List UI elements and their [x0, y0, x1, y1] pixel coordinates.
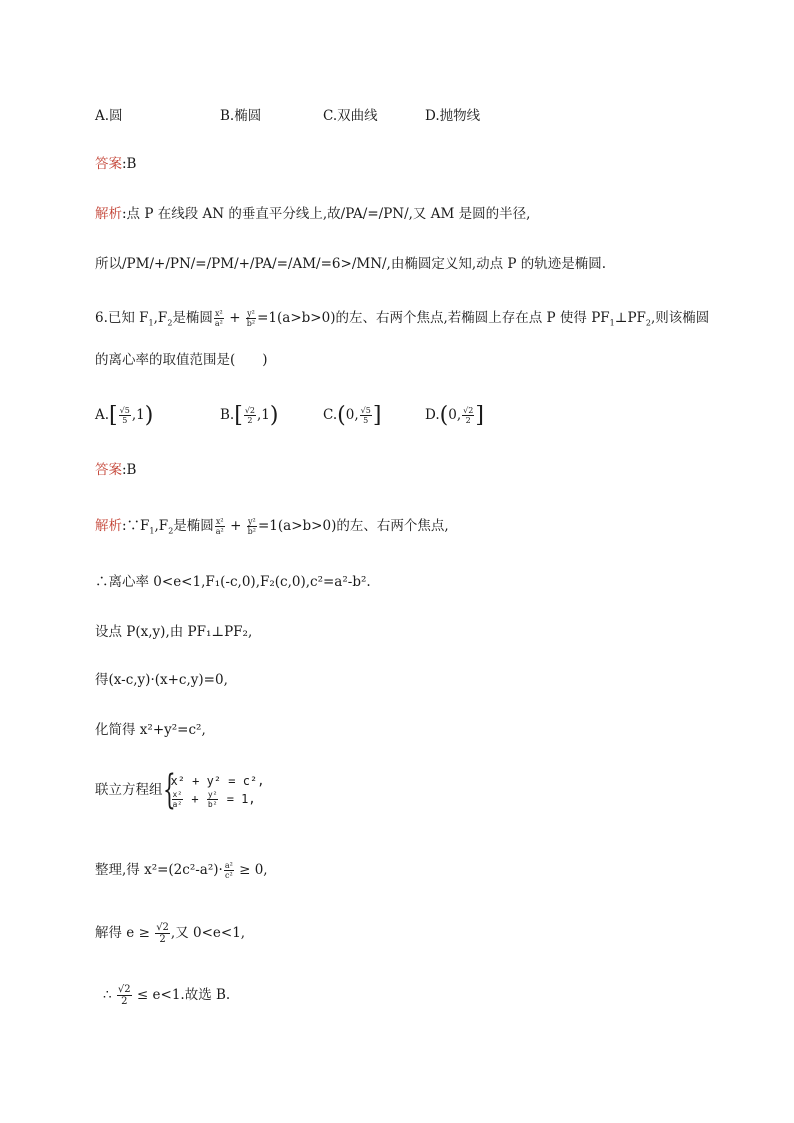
num: y² [247, 517, 256, 526]
den: b² [207, 800, 218, 809]
text: ,F [154, 518, 169, 534]
text: :∵F [122, 518, 150, 534]
den: 5 [363, 416, 369, 425]
num: √2 [156, 922, 169, 933]
plus: + [191, 792, 199, 806]
den: 2 [121, 996, 128, 1007]
fraction-x2-a2 [214, 309, 224, 328]
num: a² [224, 861, 233, 870]
den: a² [172, 800, 183, 809]
stem-text: ⊥PF [614, 310, 646, 326]
stem-text: ,F [153, 310, 168, 326]
sub: 1 [609, 318, 615, 328]
fraction [207, 790, 219, 809]
option-label: B. [220, 407, 235, 423]
num: √2 [463, 406, 474, 415]
answer-q6 [95, 460, 136, 480]
num: √2 [117, 984, 131, 995]
num: x² [172, 790, 183, 799]
answer-label: 答案 [95, 156, 122, 172]
text: = 1, [226, 792, 256, 806]
option-a: A.圆 [95, 108, 123, 124]
sub: 1 [148, 318, 154, 328]
num: y² [247, 309, 255, 318]
den: b² [246, 319, 256, 328]
value: 1 [261, 407, 270, 423]
fraction-sqrt2-2 [155, 922, 170, 945]
equation-system [162, 767, 265, 813]
analysis-q6-line7 [95, 860, 268, 880]
plus: + [230, 518, 242, 534]
text: 是椭圆 [173, 518, 214, 534]
option-label: A. [95, 407, 110, 423]
den: 2 [247, 416, 253, 425]
fraction [360, 406, 372, 425]
fraction [244, 406, 256, 425]
option-label: C. [323, 407, 338, 423]
sub: 2 [168, 526, 174, 536]
stem-text: ,则该椭圆 [651, 310, 710, 326]
text: ≤ e<1.故选 B. [136, 987, 231, 1003]
equation-row: x² + y² = c², [170, 774, 265, 788]
fraction [119, 406, 131, 425]
analysis-label: 解析 [95, 206, 122, 222]
brace-icon: { [162, 767, 176, 813]
value: 0 [448, 407, 457, 423]
stem-text: =1(a>b>0)的左、右两个焦点,若椭圆上存在点 P 使得 PF [257, 310, 610, 326]
answer-q5 [95, 154, 136, 174]
text: ,又 0<e<1, [170, 925, 246, 941]
fraction-y2-b2 [246, 309, 256, 328]
text: =1(a>b>0)的左、右两个焦点, [258, 518, 449, 534]
text: 整理,得 x²=(2c²-a²)· [95, 862, 223, 878]
q6-option-d: D.(0, $\frac{√2}{2}$ ] [425, 403, 484, 428]
den: a² [214, 319, 223, 328]
option-d: D.抛物线 [425, 108, 481, 124]
num: √5 [360, 406, 371, 415]
num: x² [215, 517, 224, 526]
q6-option-b: B.[ $\frac{√2}{2}$ ,1) [220, 403, 279, 428]
answer-value: :B [122, 156, 137, 172]
num: y² [207, 790, 218, 799]
fraction-sqrt2-2 [117, 984, 132, 1007]
analysis-q6-line8 [95, 922, 245, 945]
den: b² [247, 527, 256, 536]
analysis-q6-line6 [95, 767, 265, 813]
stem-text: 是椭圆 [172, 310, 213, 326]
analysis-q6-line9 [103, 984, 230, 1007]
q6-option-c: C.(0, $\frac{√5}{5}$ ] [323, 403, 382, 428]
analysis-text: :点 P 在线段 AN 的垂直平分线上,故/PA/=/PN/,又 AM 是圆的半径, [122, 206, 531, 222]
num: √2 [244, 406, 255, 415]
fraction-x2-a2 [215, 517, 225, 536]
stem-text: 6.已知 F [95, 310, 149, 326]
sub: 1 [149, 526, 155, 536]
den: 2 [465, 416, 471, 425]
text: ∴ [103, 987, 112, 1003]
den: a² [215, 527, 224, 536]
sub: 2 [167, 318, 173, 328]
equation-row [171, 790, 265, 809]
text: 联立方程组 [95, 782, 163, 798]
option-label: D. [425, 407, 440, 423]
option-b: B.椭圆 [220, 108, 262, 124]
num: √5 [119, 406, 130, 415]
fraction [462, 406, 474, 425]
analysis-q6-line3: 设点 P(x,y),由 PF₁⊥PF₂, [95, 624, 253, 640]
value: 1 [136, 407, 145, 423]
answer-label: 答案 [95, 462, 122, 478]
option-c: C.双曲线 [323, 108, 378, 124]
analysis-q5-line1 [95, 204, 530, 224]
fraction-a2-c2 [224, 861, 234, 880]
question-6-stem-line2: 的离心率的取值范围是( ) [95, 352, 268, 368]
text: 解得 e ≥ [95, 925, 150, 941]
plus: + [229, 310, 241, 326]
analysis-label: 解析 [95, 518, 122, 534]
num: x² [215, 309, 223, 318]
text: ≥ 0, [239, 862, 268, 878]
fraction-y2-b2 [247, 517, 257, 536]
value: 0 [345, 407, 355, 423]
den: 5 [122, 416, 128, 425]
analysis-q5-line2: 所以/PM/+/PN/=/PM/+/PA/=/AM/=6>/MN/,由椭圆定义知,动点 P 的轨迹是椭圆. [95, 256, 607, 272]
sub: 2 [645, 318, 652, 328]
analysis-q6-line2: ∴离心率 0<e<1,F₁(-c,0),F₂(c,0),c²=a²-b². [95, 574, 371, 590]
analysis-q6-line1 [95, 516, 449, 542]
analysis-q6-line5: 化简得 x²+y²=c², [95, 722, 206, 738]
q6-option-a: A.[ $\frac{√5}{5}$ ,1) [95, 403, 154, 428]
analysis-q6-line4: 得(x-c,y)·(x+c,y)=0, [95, 672, 228, 688]
question-6-stem [95, 308, 709, 334]
answer-value: :B [122, 462, 137, 478]
den: 2 [159, 934, 166, 945]
den: c² [224, 871, 233, 880]
